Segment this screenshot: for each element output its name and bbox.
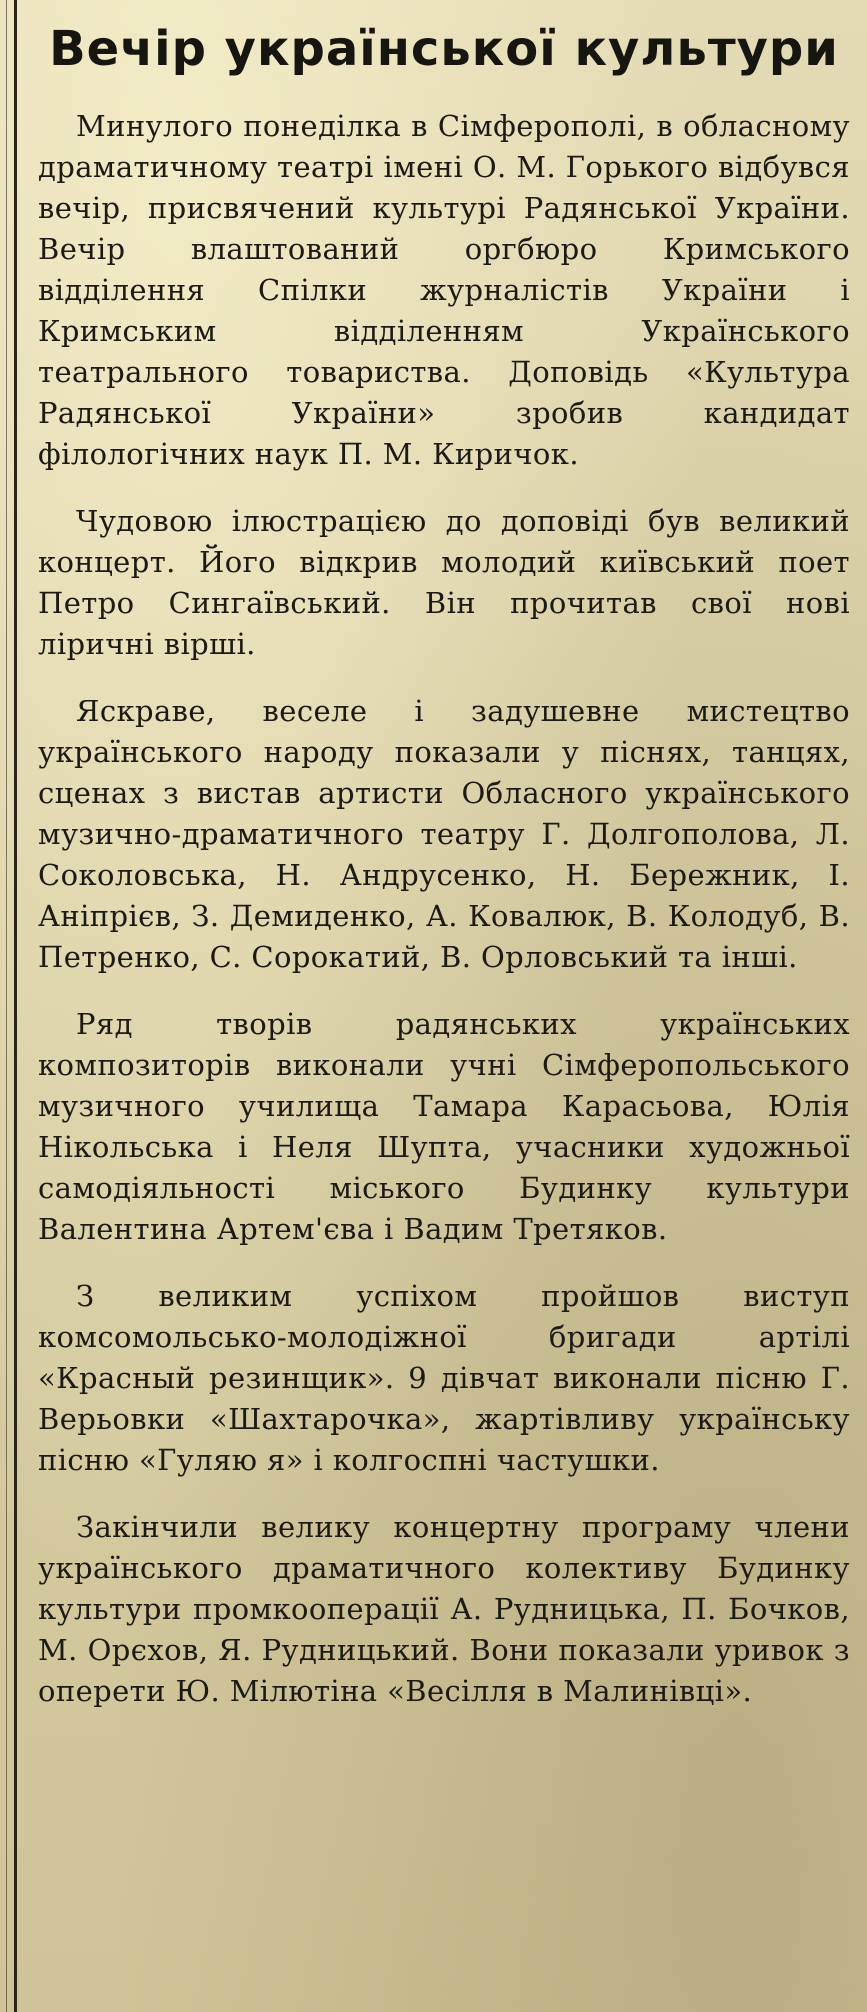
column-rule-thin <box>6 0 7 2012</box>
article-paragraph-3: Яскраве, веселе і задушевне мистецтво українського народу показали у піснях, танцях, сценах з вистав артисти Обласного українського музично-драматичного театру Г. Долгополова, Л. Соколовська, Н. Андрусенко, Н. Бережник, І. Аніпрієв, З. Демиденко, А. Ковалюк, В. Колодуб, В. Петренко, С. Сорокатий, В. Орловський та інші. <box>38 694 850 974</box>
article-title: Вечір української культури <box>49 21 839 77</box>
article-paragraph-4: Ряд творів радянських українських композиторів виконали учні Сімферопольського музичного училища Тамара Карасьова, Юлія Нікольська і Неля Шупта, учасники художньої самодіяльності міського Будинку культури Валентина Артем'єва і Вадим Третяков. <box>38 1007 850 1246</box>
article-paragraph-6: Закінчили велику концертну програму члени українського драматичного колективу Будинку культури промкооперації А. Рудницька, П. Бочков, М. Орєхов, Я. Рудницький. Вони показали уривок з оперети Ю. Мілютіна «Весілля в Малинівці». <box>38 1510 850 1708</box>
article <box>38 14 850 1738</box>
article-paragraph-5: З великим успіхом пройшов виступ комсомольсько-молодіжної бригади артілі «Красный резинщик». 9 дівчат виконали пісню Г. Верьовки «Шахтарочка», жартівливу українську пісню «Гуляю я» і колгоспні частушки. <box>38 1279 850 1477</box>
article-paragraph-2: Чудовою ілюстрацією до доповіді був великий концерт. Його відкрив молодий київський поет Петро Сингаївський. Він прочитав свої нові ліричні вірші. <box>38 504 850 661</box>
column-rule <box>14 0 17 2012</box>
article-paragraph-1: Минулого понеділка в Сімферополі, в обласному драматичному театрі імені О. М. Горького відбувся вечір, присвячений культурі Радянської України. Вечір влаштований оргбюро Кримського відділення Спілки журналістів України і Кримським відділенням Українського театрального товариства. Доповідь «Культура Радянської України» зробив кандидат філологічних наук П. М. Киричок. <box>38 109 850 471</box>
